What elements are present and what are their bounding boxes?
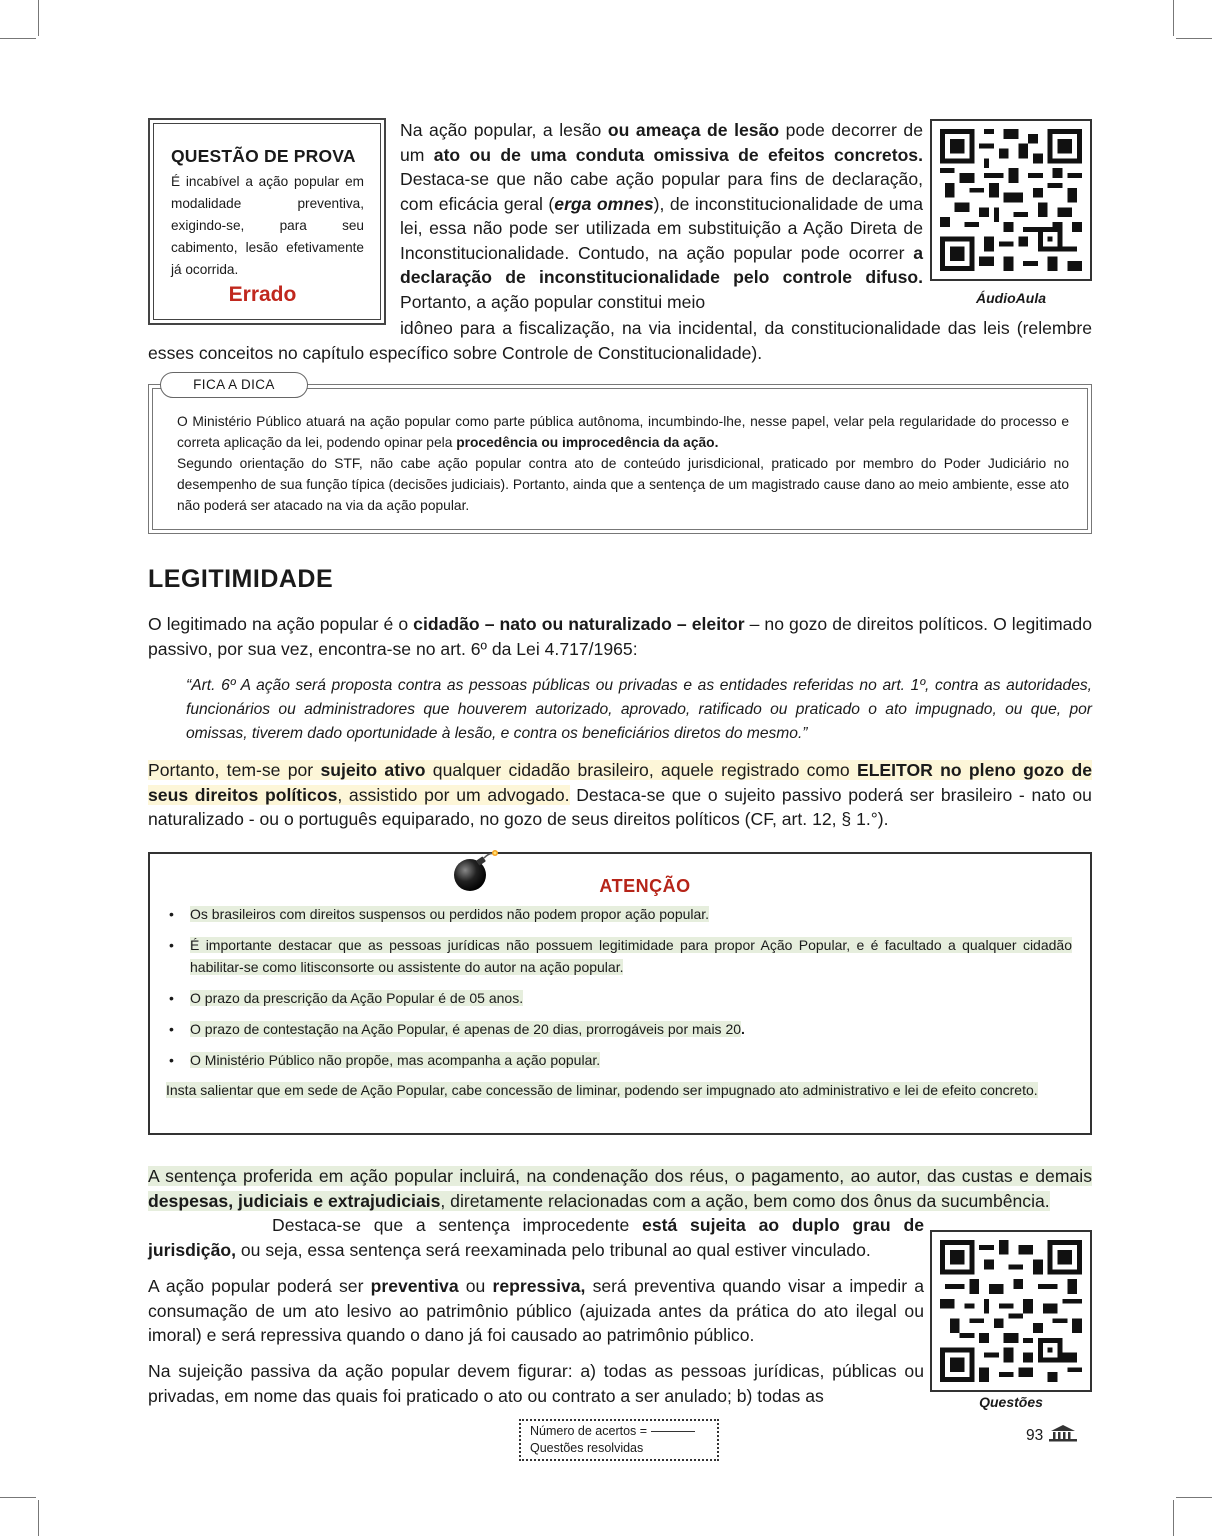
text-run: ), de inconstitucionalidade de uma lei, essa não pode ser utilizada em substituição a Ação Direta de Inconstitucionalidade. Contudo, na ação popular pode ocorrer xyxy=(400,193,923,263)
text-run: O prazo de contestação na Ação Popular, é apenas de 20 dias, prorrogáveis por mais 20 xyxy=(190,1021,742,1037)
list-item xyxy=(166,987,1072,1009)
text-run: Portanto, tem-se por xyxy=(148,760,321,780)
text-run-bold: despesas, judiciais e extrajudiciais xyxy=(148,1190,441,1211)
text-run: – no gozo de direitos políticos. O legitimado passivo, por sua vez, encontra-se no art. 6º da Lei 4.717/1965: xyxy=(148,614,1092,659)
list-item xyxy=(166,934,1072,978)
exam-question-title: QUESTÃO DE PROVA xyxy=(171,146,356,166)
attention-box xyxy=(148,852,1092,1135)
text-run-bold: a declaração de inconstitucionalidade pelo controle difuso. xyxy=(400,242,923,287)
tip-paragraph: Segundo orientação do STF, não cabe ação popular contra ato de conteúdo jurisdicional, praticado por membro do Poder Judiciário no desempenho de sua função típica (decisões judiciais). Portanto, ainda que a sentença de um magistrado cause dano ao meio ambiente, esse ato não poderá ser atacado na via da ação popular. xyxy=(177,456,1069,513)
legitimidade-paragraph xyxy=(148,612,1092,661)
text-run: , diretamente relacionadas com a ação, bem como dos ônus da sucumbência. xyxy=(440,1190,1050,1211)
tip-tab: FICA A DICA xyxy=(160,372,308,398)
text-run-bold: sujeito ativo xyxy=(320,760,426,780)
text-run-bold: procedência ou improcedência da ação. xyxy=(456,435,719,450)
tip-paragraph xyxy=(177,411,1069,453)
text-run: Destaca-se que a sentença improcedente xyxy=(272,1215,643,1235)
text-run: O Ministério Público não propõe, mas acompanha a ação popular. xyxy=(190,1052,601,1068)
text-run: ou seja, essa sentença será reexaminada pelo tribunal ao qual estiver vinculado. xyxy=(236,1239,871,1260)
score-counter xyxy=(519,1419,719,1461)
law-quote: “Art. 6º A ação será proposta contra as pessoas públicas ou privadas e as entidades referidas no art. 1º, contra as autoridades, funcionários ou administradores que houverem autorizado, aprovado, ratificado ou praticado o ato impugnado, ou que, por omissas, tiverem dado oportunidade à lesão, e contra os beneficiários diretos do mesmo.” xyxy=(186,677,1092,742)
text-run-bold: cidadão – nato ou naturalizado – eleitor xyxy=(413,614,745,634)
text-run-bold: ato ou de uma conduta omissiva de efeitos concretos. xyxy=(433,144,923,165)
text-run-bold: . xyxy=(741,1021,745,1037)
crop-mark xyxy=(38,0,39,36)
intro-paragraph xyxy=(400,118,923,314)
sentenca-paragraph-cont xyxy=(148,1213,924,1262)
text-run-bold: preventiva xyxy=(370,1276,459,1296)
qr-code-questions[interactable] xyxy=(930,1230,1092,1392)
crop-mark xyxy=(1173,1500,1174,1536)
text-run: É importante destacar que as pessoas jurídicas não possuem legitimidade para propor Ação Popular, e é facultado a qualquer cidadão habilitar-se como litisconsorte ou assistente do autor na ação popular. xyxy=(190,937,1072,975)
bomb-icon xyxy=(450,848,506,894)
text-run-bold: ELEITOR no pleno gozo de seus direitos políticos xyxy=(148,760,1092,805)
attention-title: ATENÇÃO xyxy=(599,876,691,896)
exam-question-answer: Errado xyxy=(228,283,297,306)
text-run: será preventiva quando visar a impedir a consumação de um ato lesivo ao patrimônio público (ajuizada antes da prática do ato ilegal ou imoral) e será repressiva quando o dano já foi causado ao patrimônio público. xyxy=(148,1276,924,1345)
qr-code-icon xyxy=(940,1240,1082,1382)
crop-mark xyxy=(1173,0,1174,36)
text-run-italic: erga omnes xyxy=(554,193,654,214)
institution-icon xyxy=(1048,1424,1078,1442)
qr-label-questions: Questões xyxy=(979,1394,1043,1410)
text-run-bold: ou ameaça de lesão xyxy=(607,120,780,140)
qr-code-icon xyxy=(940,129,1082,271)
sentenca-paragraph xyxy=(148,1164,1092,1213)
counter-label: Número de acertos = xyxy=(530,1424,648,1438)
text-run: Na ação popular, a lesão xyxy=(400,120,608,140)
exam-question-box xyxy=(148,118,386,325)
crop-mark xyxy=(1176,1497,1212,1498)
text-run-bold: repressiva, xyxy=(492,1276,586,1296)
counter-line: Questões resolvidas xyxy=(530,1441,644,1455)
crop-mark xyxy=(1176,38,1212,39)
tip-box xyxy=(148,384,1092,534)
text-run: , assistido por um advogado. xyxy=(337,784,570,805)
intro-paragraph-continued xyxy=(148,316,1092,365)
qr-label-audio: ÁudioAula xyxy=(976,290,1046,306)
exam-question-text: É incabível a ação popular em modalidade preventiva, exigindo-se, para seu cabimento, lesão efetivamente já ocorrida. xyxy=(171,174,364,277)
page-number xyxy=(1026,1424,1078,1445)
text-run: O prazo da prescrição da Ação Popular é de 05 anos. xyxy=(190,990,524,1006)
text-run: pode decorrer de um xyxy=(400,120,924,165)
preventiva-paragraph xyxy=(148,1274,924,1348)
text-run: O Ministério Público atuará na ação popular como parte pública autônoma, incumbindo-lhe, nesse papel, velar pela regularidade do processo e correta aplicação da lei, podendo opinar pela xyxy=(177,414,1069,450)
section-heading: LEGITIMIDADE xyxy=(148,565,334,593)
text-run: O legitimado na ação popular é o xyxy=(148,614,414,634)
text-run: idôneo para a fiscalização, na via incidental, da constitucionalidade das leis (relembre esses conceitos no capítulo específico sobre Controle de Constitucionalidade). xyxy=(148,318,1092,363)
text-run: A sentença proferida em ação popular incluirá, na condenação dos réus, o pagamento, ao autor, das custas e demais xyxy=(148,1166,1092,1186)
text-run-bold: está sujeita ao duplo grau de jurisdição, xyxy=(148,1215,924,1260)
text-run: ou xyxy=(458,1276,493,1296)
sujeito-paragraph xyxy=(148,758,1092,832)
counter-line xyxy=(530,1423,717,1440)
crop-mark xyxy=(0,1497,36,1498)
list-item xyxy=(166,1018,1072,1040)
page-number-text: 93 xyxy=(1026,1427,1044,1444)
text-run: Destaca-se que o sujeito passivo poderá ser brasileiro - nato ou naturalizado - ou o português equiparado, no gozo de seus direitos políticos (CF, art. 12, § 1.°). xyxy=(148,784,1092,829)
text-run: qualquer cidadão brasileiro, aquele registrado como xyxy=(425,760,857,780)
counter-blank xyxy=(651,1431,695,1432)
text-run: Destaca-se que não cabe ação popular para fins de declaração, com eficácia geral ( xyxy=(400,169,923,214)
text-run: Portanto, a ação popular constitui meio xyxy=(400,291,706,312)
crop-mark xyxy=(0,38,36,39)
text-run: A ação popular poderá ser xyxy=(148,1276,371,1296)
qr-code-audio[interactable] xyxy=(930,119,1092,281)
sujeicao-paragraph: Na sujeição passiva da ação popular devem figurar: a) todas as pessoas jurídicas, públicas ou privadas, em nome das quais foi praticado o ato ou contrato a ser anulado; b) todas as xyxy=(148,1361,924,1406)
crop-mark xyxy=(38,1500,39,1536)
list-item xyxy=(166,903,1072,925)
attention-list xyxy=(166,903,1072,1071)
text-run: Insta salientar que em sede de Ação Popular, cabe concessão de liminar, podendo ser impugnado ato administrativo e lei de efeito concreto. xyxy=(166,1082,1038,1098)
attention-footer xyxy=(166,1080,1072,1101)
text-run: Os brasileiros com direitos suspensos ou perdidos não podem propor ação popular. xyxy=(190,906,710,922)
list-item xyxy=(166,1049,1072,1071)
